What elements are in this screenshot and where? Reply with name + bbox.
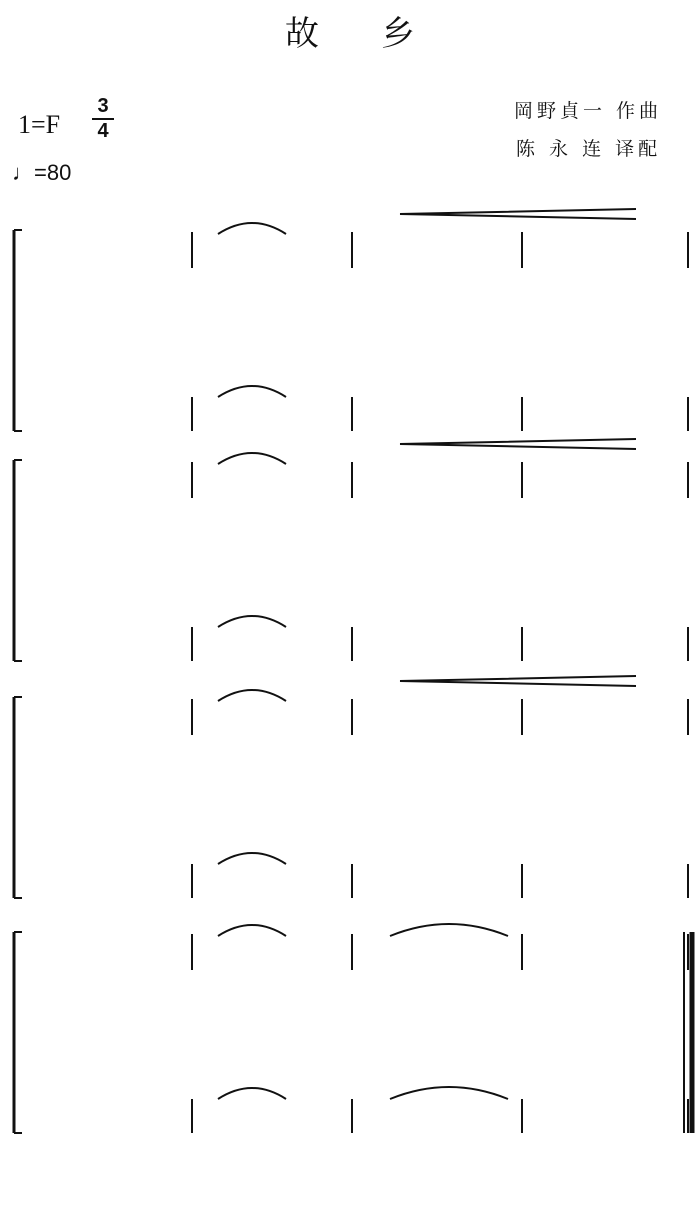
decrescendo-hairpin [400,676,636,686]
tie-arc [218,853,286,864]
tie-arc [218,223,286,234]
tie-arc [218,925,286,936]
key-signature: 1=F [18,110,61,139]
time-signature-top: 3 [97,95,109,117]
decrescendo-hairpin [400,209,636,219]
slur-arc [390,1087,508,1099]
tie-arc [218,616,286,627]
time-signature-bottom: 4 [97,120,109,142]
song-title: 故乡 [285,14,477,54]
tie-arc [218,453,286,464]
tempo-marking: ♩=80 [12,160,72,185]
arranger-credit: 陈 永 连 译配 [516,138,662,160]
slur-arc [390,924,508,936]
tie-arc [218,1088,286,1099]
decrescendo-hairpin [400,439,636,449]
tie-arc [218,690,286,701]
tie-arc [218,386,286,397]
composer-credit: 岡野貞一 作曲 [514,100,663,122]
